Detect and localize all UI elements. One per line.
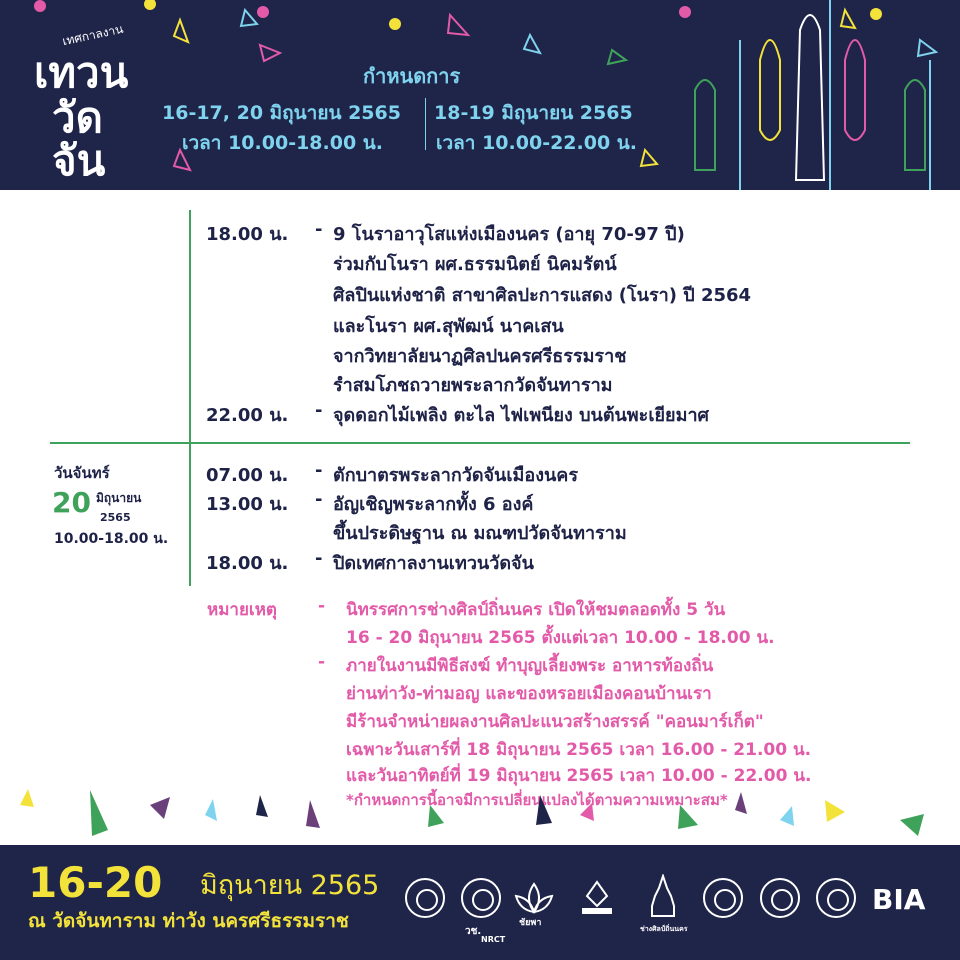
bia-logo: BIA — [872, 883, 926, 916]
right-time: เวลา 10.00-22.00 น. — [436, 132, 637, 154]
local-art-logo-text: ช่างศิลป์ถิ่นนคร — [640, 925, 688, 933]
footer-month-year: มิถุนายน 2565 — [200, 870, 380, 901]
festival-logo-line-1: เทวน — [34, 48, 129, 97]
event-line: ตักบาตรพระลากวัดจันเมืองนคร — [333, 465, 578, 486]
event-line: ขึ้นประดิษฐาน ณ มณฑปวัดจันทาราม — [333, 523, 627, 544]
day-separator-line — [50, 442, 910, 444]
schedule-title: กำหนดการ — [363, 64, 461, 88]
day-month: มิถุนายน — [96, 491, 142, 505]
event-time: 13.00 น. — [206, 494, 289, 515]
festival-logo-line-2: วัด — [52, 93, 103, 142]
disclaimer: *กำหนดการนี้อาจมีการเปลี่ยนแปลงได้ตามความเหมาะสม* — [346, 791, 728, 809]
event-time: 18.00 น. — [206, 553, 289, 574]
event-dash: - — [315, 489, 323, 510]
event-dash: - — [315, 548, 323, 569]
event-line: 9 โนราอาวุโสแห่งเมืองนคร (อายุ 70-97 ปี) — [333, 224, 685, 245]
note-line: นิทรรศการช่างศิลป์ถิ่นนคร เปิดให้ชมตลอดทั้ง 5 วัน — [346, 600, 726, 620]
event-dash: - — [315, 219, 323, 240]
event-line: จุดดอกไม้เพลิง ตะไล ไฟเพนียง บนต้นพะเยียมาศ — [333, 405, 709, 426]
header-banner — [0, 0, 960, 190]
left-time: เวลา 10.00-18.00 น. — [182, 132, 383, 154]
local-heritage-logo-icon — [572, 878, 622, 922]
event-time: 18.00 น. — [206, 224, 289, 245]
sangha-logo-text: ชัยพา — [519, 918, 542, 928]
day-number: 20 — [52, 486, 91, 519]
partner-logo-3 — [703, 878, 743, 918]
partner-logo-1 — [405, 878, 445, 918]
partner-logo-2 — [461, 878, 501, 918]
footer-date-range: 16-20 — [28, 858, 163, 907]
festival-decoration — [0, 0, 960, 190]
note-line: เฉพาะวันเสาร์ที่ 18 มิถุนายน 2565 เวลา 16.00 - 21.00 น. — [346, 740, 812, 760]
lotus-logo-icon — [511, 878, 557, 918]
note-line: ย่านท่าวัง-ท่ามอญ และของหรอยเมืองคอนบ้านเรา — [346, 684, 712, 704]
left-dates: 16-17, 20 มิถุนายน 2565 — [162, 102, 401, 124]
event-line: ศิลปินแห่งชาติ สาขาศิลปะการแสดง (โนรา) ปี 2564 — [333, 285, 752, 306]
note-line: และวันอาทิตย์ที่ 19 มิถุนายน 2565 เวลา 10.00 - 22.00 น. — [346, 766, 812, 786]
flag-decoration — [0, 775, 960, 845]
timeline-vertical-divider — [189, 210, 191, 586]
note-line: ภายในงานมีพิธีสงฆ์ ทำบุญเลี้ยงพระ อาหารท้องถิ่น — [346, 656, 714, 676]
festival-logo-line-3: จัน — [52, 136, 106, 185]
festival-logo-subtitle: เทศกาลงาน — [61, 21, 125, 49]
notes-label: หมายเหตุ — [207, 600, 277, 620]
event-line: จากวิทยาลัยนาฏศิลปนครศรีธรรมราช — [333, 346, 627, 367]
day-year: 2565 — [100, 511, 131, 524]
temple-logo-icon — [648, 874, 678, 920]
partner-logo-5 — [816, 878, 856, 918]
event-dash: - — [315, 460, 323, 481]
note-dash: - — [318, 652, 326, 672]
event-line: ร่วมกับโนรา ผศ.ธรรมนิตย์ นิคมรัตน์ — [333, 254, 617, 275]
vch-logo-text: วช. — [465, 926, 482, 937]
event-dash: - — [315, 400, 323, 421]
event-line: ปิดเทศกาลงานเทวนวัดจัน — [333, 553, 534, 574]
event-line: รำสมโภชถวายพระลากวัดจันทาราม — [333, 375, 613, 396]
schedule-divider — [425, 98, 426, 150]
event-line: อัญเชิญพระลากทั้ง 6 องค์ — [333, 494, 534, 515]
note-line: มีร้านจำหน่ายผลงานศิลปะแนวสร้างสรรค์ "คอนมาร์เก็ต" — [346, 712, 764, 732]
right-dates: 18-19 มิถุนายน 2565 — [434, 102, 633, 124]
note-line: 16 - 20 มิถุนายน 2565 ตั้งแต่เวลา 10.00 - 18.00 น. — [346, 628, 775, 648]
day-time-range: 10.00-18.00 น. — [54, 531, 169, 547]
event-time: 07.00 น. — [206, 465, 289, 486]
footer-venue: ณ วัดจันทาราม ท่าวัง นครศรีธรรมราช — [28, 910, 349, 932]
partner-logo-4 — [760, 878, 800, 918]
note-dash: - — [318, 596, 326, 616]
event-time: 22.00 น. — [206, 405, 289, 426]
day-name: วันจันทร์ — [54, 464, 110, 482]
nrct-logo-text: NRCT — [481, 935, 506, 944]
event-line: และโนรา ผศ.สุพัฒน์ นาคเสน — [333, 316, 564, 337]
